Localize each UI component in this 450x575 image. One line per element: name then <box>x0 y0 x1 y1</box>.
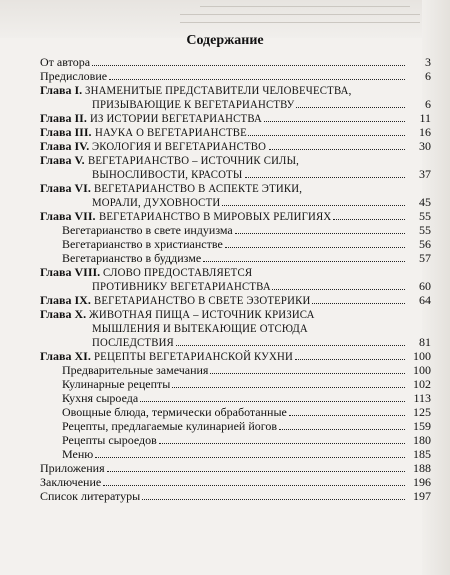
toc-entry[interactable] <box>40 69 431 83</box>
toc-line <box>40 153 431 167</box>
chapter-number: Глава III. <box>40 125 92 139</box>
toc-entry[interactable] <box>40 265 431 293</box>
bleed-text-line <box>200 6 410 7</box>
toc-line <box>40 209 431 223</box>
toc-chapter-label <box>40 139 267 153</box>
page-number: 100 <box>413 363 431 377</box>
dot-leader <box>103 485 405 486</box>
dot-leader <box>289 415 405 416</box>
page-number: 6 <box>425 97 431 111</box>
chapter-number: Глава VIII. <box>40 265 101 279</box>
toc-chapter-label <box>92 279 270 293</box>
toc-line <box>40 69 431 83</box>
dot-leader <box>269 149 405 150</box>
chapter-number: Глава I. <box>40 83 83 97</box>
toc-line <box>40 489 431 503</box>
chapter-title: ПРИЗЫВАЮЩИЕ К ВЕГЕТАРИАНСТВУ <box>92 97 295 111</box>
dot-leader <box>333 219 405 220</box>
toc-line <box>40 307 431 321</box>
toc-chapter-label <box>92 321 308 335</box>
dot-leader <box>312 303 405 304</box>
toc-line <box>40 433 431 447</box>
dot-leader <box>203 261 405 262</box>
toc-entry[interactable] <box>40 153 431 181</box>
toc-subentry-label: Рецепты, предлагаемые кулинарией йогов <box>62 419 278 433</box>
toc-entry[interactable] <box>40 55 431 69</box>
dot-leader <box>109 79 405 80</box>
toc-line <box>40 405 431 419</box>
toc-subentry-label: Предварительные замечания <box>62 363 209 377</box>
toc-line <box>40 139 431 153</box>
dot-leader <box>225 247 405 248</box>
dot-leader <box>235 233 405 234</box>
toc-chapter-label <box>40 307 315 321</box>
page-number: 57 <box>419 251 431 265</box>
toc-entry-label: Предисловие <box>40 69 108 83</box>
page-number: 55 <box>419 209 431 223</box>
toc-line <box>40 83 431 97</box>
toc-line <box>40 475 431 489</box>
toc-chapter-label <box>40 153 298 167</box>
toc-line <box>40 447 431 461</box>
toc-entry[interactable] <box>40 489 431 503</box>
chapter-title: ВЕГЕТАРИАНСТВО В СВЕТЕ ЭЗОТЕРИКИ <box>93 293 311 307</box>
dot-leader <box>95 457 405 458</box>
chapter-number: Глава IV. <box>40 139 90 153</box>
toc-chapter-label <box>40 265 252 279</box>
page-number: 100 <box>413 349 431 363</box>
toc-subentry-label: Вегетарианство в свете индуизма <box>62 223 233 237</box>
toc-line <box>40 181 431 195</box>
dot-leader <box>295 359 405 360</box>
toc-entry[interactable] <box>40 461 431 475</box>
toc-chapter-label <box>40 125 246 139</box>
toc-entry[interactable] <box>40 349 431 363</box>
toc-title: Содержание <box>186 33 264 48</box>
chapter-title: РЕЦЕПТЫ ВЕГЕТАРИАНСКОЙ КУХНИ <box>93 349 293 363</box>
page-number: 3 <box>425 55 431 69</box>
toc-entry[interactable] <box>40 405 431 419</box>
toc-chapter-label <box>40 83 352 97</box>
toc-chapter-label <box>40 209 331 223</box>
dot-leader <box>296 107 405 108</box>
page-number: 55 <box>419 223 431 237</box>
toc-line <box>40 195 431 209</box>
dot-leader <box>264 121 405 122</box>
chapter-number: Глава VI. <box>40 181 91 195</box>
toc-entry[interactable] <box>40 251 431 265</box>
toc-subentry-label: Вегетарианство в буддизме <box>62 251 202 265</box>
chapter-title: ПОСЛЕДСТВИЯ <box>92 335 174 349</box>
toc-line <box>40 251 431 265</box>
toc-entry[interactable] <box>40 447 431 461</box>
chapter-number: Глава VII. <box>40 209 96 223</box>
toc-entry-label: Заключение <box>40 475 102 489</box>
chapter-title: ВЕГЕТАРИАНСТВО В АСПЕКТЕ ЭТИКИ, <box>93 181 302 195</box>
toc-subentry-label: Рецепты сыроедов <box>62 433 157 447</box>
dot-leader <box>245 177 405 178</box>
chapter-title: ПРОТИВНИКУ ВЕГЕТАРИАНСТВА <box>92 279 271 293</box>
toc-line <box>40 335 431 349</box>
toc-chapter-label <box>40 293 310 307</box>
dot-leader <box>248 135 405 136</box>
page-number: 102 <box>413 377 431 391</box>
toc-entry[interactable] <box>40 139 431 153</box>
toc-subentry-label: Овощные блюда, термически обработанные <box>62 405 287 419</box>
toc-entry[interactable] <box>40 419 431 433</box>
toc-line <box>40 237 431 251</box>
page-number: 113 <box>413 391 431 405</box>
toc-line <box>40 97 431 111</box>
page-number: 45 <box>419 195 431 209</box>
toc-entry[interactable] <box>40 433 431 447</box>
toc-line <box>40 279 431 293</box>
chapter-title: МОРАЛИ, ДУХОВНОСТИ <box>92 195 221 209</box>
dot-leader <box>159 443 405 444</box>
chapter-number: Глава IX. <box>40 293 91 307</box>
chapter-title: ЗНАМЕНИТЫЕ ПРЕДСТАВИТЕЛИ ЧЕЛОВЕЧЕСТВА, <box>85 83 352 97</box>
toc-chapter-label <box>92 195 220 209</box>
page-number: 185 <box>413 447 431 461</box>
page-number: 197 <box>413 489 431 503</box>
toc-line <box>40 223 431 237</box>
toc-chapter-label <box>92 97 294 111</box>
toc-chapter-label <box>40 181 302 195</box>
toc-line <box>40 349 431 363</box>
chapter-title: МЫШЛЕНИЯ И ВЫТЕКАЮЩИЕ ОТСЮДА <box>92 321 308 335</box>
toc-entry-label: От автора <box>40 55 91 69</box>
toc-line <box>40 419 431 433</box>
toc-chapter-label <box>40 349 293 363</box>
chapter-number: Глава V. <box>40 153 85 167</box>
toc-chapter-label <box>92 167 243 181</box>
toc-entry[interactable] <box>40 307 431 349</box>
page-number: 188 <box>413 461 431 475</box>
toc-entry[interactable] <box>40 237 431 251</box>
toc-entry[interactable] <box>40 83 431 111</box>
bleed-text-line <box>180 22 420 23</box>
toc-entry[interactable] <box>40 475 431 489</box>
chapter-title: ВЫНОСЛИВОСТИ, КРАСОТЫ <box>92 167 243 181</box>
page-number: 159 <box>413 419 431 433</box>
dot-leader <box>92 65 405 66</box>
toc-entry[interactable] <box>40 377 431 391</box>
toc-entry-label: Список литературы <box>40 489 141 503</box>
toc-subentry-label: Вегетарианство в христианстве <box>62 237 223 251</box>
page-number: 64 <box>419 293 431 307</box>
toc-line <box>40 111 431 125</box>
toc-line <box>40 461 431 475</box>
page-number: 6 <box>425 69 431 83</box>
toc-line <box>40 167 431 181</box>
dot-leader <box>210 373 405 374</box>
page-number: 11 <box>419 111 431 125</box>
chapter-title: СЛОВО ПРЕДОСТАВЛЯЕТСЯ <box>103 265 253 279</box>
dot-leader <box>279 429 405 430</box>
toc-entry-label: Приложения <box>40 461 105 475</box>
chapter-title: ВЕГЕТАРИАНСТВО В МИРОВЫХ РЕЛИГИЯХ <box>98 209 331 223</box>
page-number: 125 <box>413 405 431 419</box>
toc-subentry-label: Меню <box>62 447 94 461</box>
chapter-title: ЖИВОТНАЯ ПИЩА – ИСТОЧНИК КРИЗИСА <box>89 307 315 321</box>
dot-leader <box>140 401 405 402</box>
bleed-text-line <box>180 14 420 15</box>
chapter-title: ВЕГЕТАРИАНСТВО – ИСТОЧНИК СИЛЫ, <box>87 153 299 167</box>
toc-entry[interactable] <box>40 181 431 209</box>
page-number: 196 <box>413 475 431 489</box>
chapter-number: Глава X. <box>40 307 87 321</box>
chapter-title: ЭКОЛОГИЯ И ВЕГЕТАРИАНСТВО <box>92 139 267 153</box>
toc-line <box>40 265 431 279</box>
chapter-number: Глава XI. <box>40 349 91 363</box>
toc-line <box>40 293 431 307</box>
toc-chapter-label <box>92 335 174 349</box>
toc-line <box>40 321 431 335</box>
page-number: 56 <box>419 237 431 251</box>
chapter-title: ИЗ ИСТОРИИ ВЕГЕТАРИАНСТВА <box>89 111 262 125</box>
dot-leader <box>222 205 405 206</box>
dot-leader <box>107 471 405 472</box>
page-number: 30 <box>419 139 431 153</box>
chapter-title: НАУКА О ВЕГЕТАРИАНСТВЕ <box>94 125 247 139</box>
dot-leader <box>272 289 405 290</box>
dot-leader <box>176 345 405 346</box>
dot-leader <box>172 387 405 388</box>
page-number: 60 <box>419 279 431 293</box>
toc-line <box>40 363 431 377</box>
toc-entry[interactable] <box>40 111 431 125</box>
toc-line <box>40 55 431 69</box>
table-of-contents <box>40 55 431 503</box>
toc-entry[interactable] <box>40 209 431 223</box>
toc-subentry-label: Кулинарные рецепты <box>62 377 171 391</box>
chapter-number: Глава II. <box>40 111 87 125</box>
page-number: 37 <box>419 167 431 181</box>
toc-line <box>40 377 431 391</box>
toc-entry[interactable] <box>40 293 431 307</box>
toc-subentry-label: Кухня сыроеда <box>62 391 139 405</box>
toc-line <box>40 391 431 405</box>
toc-entry[interactable] <box>40 363 431 377</box>
page-number: 81 <box>419 335 431 349</box>
page-number: 180 <box>413 433 431 447</box>
toc-line <box>40 125 431 139</box>
dot-leader <box>142 499 405 500</box>
page-number: 16 <box>419 125 431 139</box>
toc-chapter-label <box>40 111 262 125</box>
toc-entry[interactable] <box>40 125 431 139</box>
toc-entry[interactable] <box>40 223 431 237</box>
toc-entry[interactable] <box>40 391 431 405</box>
